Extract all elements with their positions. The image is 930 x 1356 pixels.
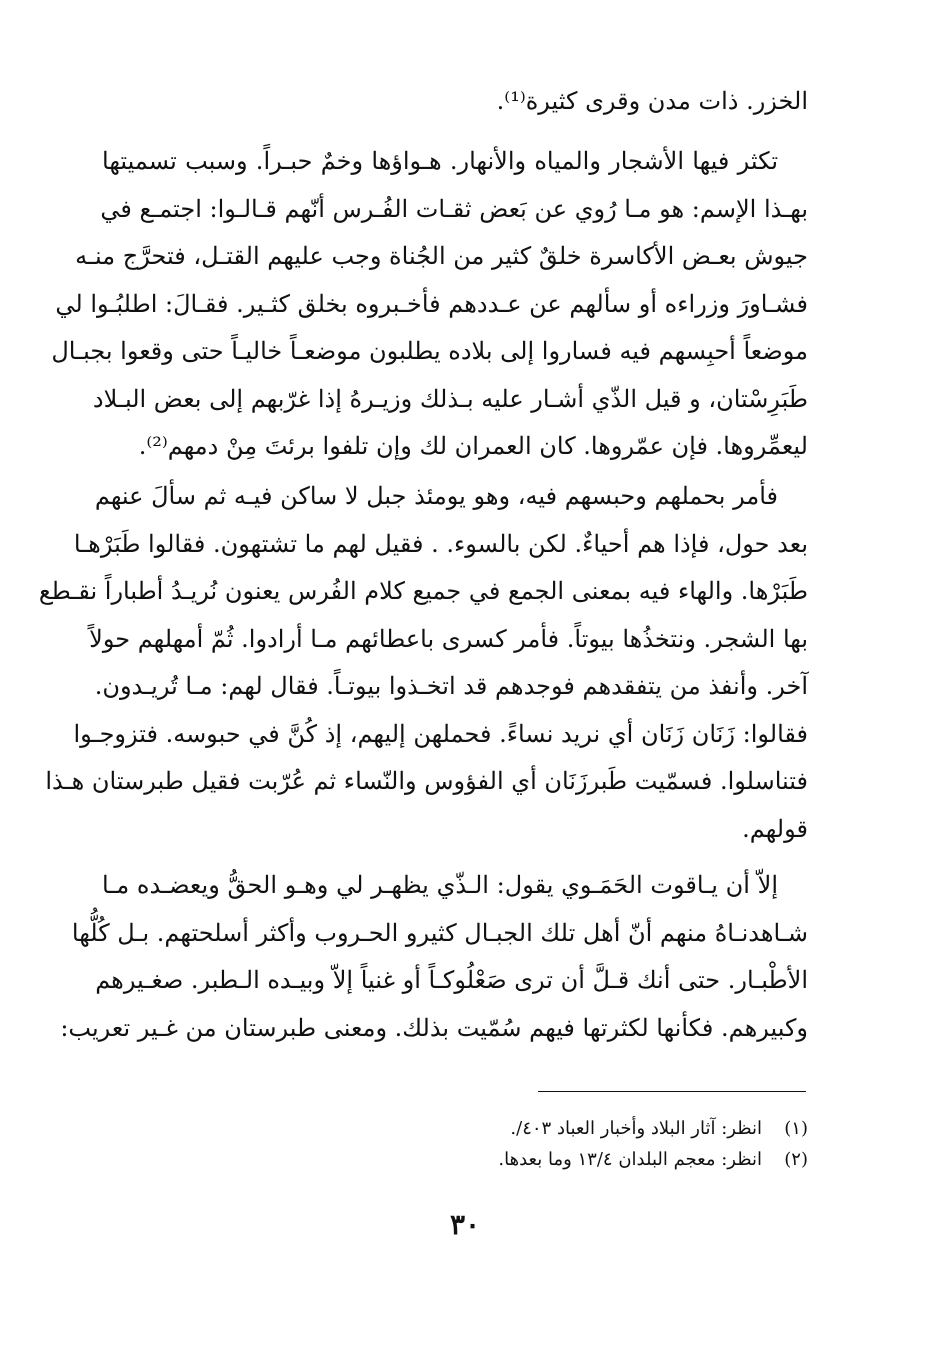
page-number: ٣٠ [449, 1208, 481, 1241]
footnotes [300, 1113, 808, 1175]
paragraph-3 [38, 473, 808, 853]
paragraph-1 [102, 78, 808, 126]
footnote-number: (٢) [784, 1149, 808, 1170]
footnote-text: انظر: آثار البلاد وأخبار العباد ٤٠٣/. [510, 1118, 762, 1139]
paragraph-2 [51, 138, 808, 471]
text-line: بهـذا الإسم: هو مـا رُوي عن بَعض ثقـات الفُـرس أنّهم قـالـوا: اجتمـع في [100, 194, 808, 223]
text-line: فتناسلوا. فسمّيت طَبرزَنَان أي الفؤوس والنّساء ثم عُرّبت فقيل طبرستان هـذا [45, 767, 808, 795]
text-line: فأمر بحملهم وحبسهم فيه، وهو يومئذ جبل لا ساكن فيـه ثم سألَ عنهم [94, 482, 778, 510]
text-line: وكبيرهم. فكأنها لكثرتها فيهم سُمّيت بذلك. ومعنى طبرستان من غـير تعريب: [60, 1013, 808, 1042]
text-line: الأطْبـار. حتى أنك قـلَّ أن ترى صَعْلُوكـاً أو غنياً إلاّ وبيـده الـطبر. صغـيرهم [95, 966, 808, 994]
text-line: بعد حول، فإذا هم أحياءٌ. لكن بالسوء. . فقيل لهم ما تشتهون. فقالوا طَبَرْهـا [73, 529, 808, 558]
paragraph-4 [60, 862, 808, 1052]
text-line: موضعاً أحبِسهم فيه فساروا إلى بلاده يطلبون موضعـاً خاليـاً حتى وقعوا بجبـال [51, 337, 808, 365]
text-line: فقالوا: زَنَان زَنَان أي نريد نساءً. فحملهن إليهم، إذ كُنَّ في حبوسه. فتزوجـوا [73, 719, 808, 748]
text-line: جيوش بعـض الأكاسرة خلقٌ كثير من الجُناة وجب عليهم القتـل، فتحرَّج منـه [75, 242, 808, 270]
text-line: بها الشجر. ونتخذُها بيوتاً. فأمر كسرى باعطائهم مـا أرادوا. ثُمّ أمهلهم حولاً [89, 624, 808, 653]
text-line: فشـاورَ وزراءه أو سألهم عن عـددهم فأخـبروه بخلق كثـير. فقـالَ: اطلبُـوا لي [55, 289, 808, 318]
text-line: آخر. وأنفذ من يتفقدهم فوجدهم قد اتخـذوا بيوتـاً. فقال لهم: مـا تُريـدون. [94, 672, 808, 700]
text-line: طَبَرْها. والهاء فيه بمعنى الجمع في جميع كلام الفُرس يعنون نُريـدُ أطباراً نقـطع [38, 577, 808, 605]
text-line: قولهم. [742, 814, 808, 843]
footnote-item [300, 1144, 808, 1175]
text-line: طَبَرِسْتان، و قيل الذّي أشـار عليه بـذلك وزيـرهُ إذا غرّبهم إلى بعض البـلاد [92, 384, 808, 413]
footnote-text: انظر: معجم البلدان ١٣/٤ وما بعدها. [498, 1149, 762, 1170]
text-line: إلاّ أن يـاقوت الحَمَـوي يقول: الـذّي يظهـر لي وهـو الحقُّ ويعضـده مـا [102, 871, 778, 899]
text-line: تكثر فيها الأشجار والمياه والأنهار. هـواؤها وخمٌ حبـراً. وسبب تسميتها [102, 147, 778, 175]
footnote-number: (١) [784, 1118, 808, 1139]
text-line: شـاهدنـاهُ منهم أنّ أهل تلك الجبـال كثيرو الحـروب وأكثر أسلحتهم. بـل كُلُّها [71, 918, 808, 947]
footnote-separator [538, 1091, 806, 1092]
footnote-item [300, 1113, 808, 1144]
text-line: ليعمِّروها. فإن عمّروها. كان العمران لك وإن تلفوا برئتَ مِنْ دمهم⁽²⁾. [138, 432, 808, 460]
text-line: الخزر. ذات مدن وقرى كثيرة⁽¹⁾. [496, 87, 808, 115]
